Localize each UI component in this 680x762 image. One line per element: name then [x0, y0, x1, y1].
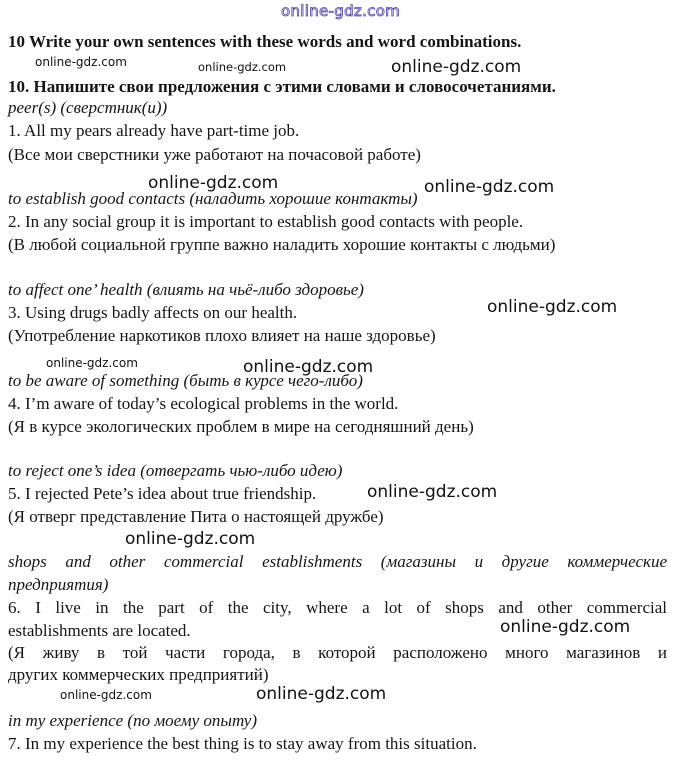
- task-title-english: 10 Write your own sentences with these words and word combinations.: [8, 32, 522, 51]
- sentence-6: 6. I live in the part of the city, where a lot of shops and other commercial: [8, 598, 667, 617]
- watermark: online-gdz.com: [148, 173, 279, 193]
- sentence-1: 1. All my pears already have part-time job.: [8, 121, 300, 140]
- watermark: online-gdz.com: [60, 688, 152, 702]
- phrase-peers: peer(s) (сверстник(и)): [8, 98, 168, 117]
- watermark: online-gdz.com: [487, 297, 618, 317]
- sentence-3: 3. Using drugs badly affects on our health.: [8, 303, 298, 322]
- translation-6-cont: других коммерческих предприятий): [8, 665, 269, 684]
- phrase-be-aware: to be aware of something (быть в курсе чего-либо): [8, 371, 363, 390]
- translation-2: (В любой социальной группе важно наладить хорошие контакты с людьми): [8, 235, 556, 254]
- sentence-6-cont: establishments are located.: [8, 621, 191, 640]
- watermark: online-gdz.com: [391, 57, 522, 77]
- phrase-in-my-experience: in my experience (по моему опыту): [8, 711, 258, 730]
- watermark-top: online-gdz.com: [281, 2, 401, 20]
- task-title-russian: 10. Напишите свои предложения с этими словами и словосочетаниями.: [8, 77, 556, 96]
- translation-6: (Я живу в той части города, в которой расположено много магазинов и: [8, 643, 667, 662]
- watermark: online-gdz.com: [125, 529, 256, 549]
- watermark: online-gdz.com: [35, 55, 127, 69]
- watermark: online-gdz.com: [243, 357, 374, 377]
- watermark: online-gdz.com: [367, 482, 498, 502]
- translation-1: (Все мои сверстники уже работают на почасовой работе): [8, 145, 421, 164]
- watermark: online-gdz.com: [424, 177, 555, 197]
- phrase-establish-contacts: to establish good contacts (наладить хорошие контакты): [8, 189, 418, 208]
- phrase-commercial-establishments: shops and other commercial establishments (магазины и другие коммерческие: [8, 552, 667, 571]
- watermark: online-gdz.com: [198, 60, 287, 74]
- phrase-affect-health: to affect one’ health (влиять на чьё-либо здоровье): [8, 280, 364, 299]
- translation-4: (Я в курсе экологических проблем в мире на сегодняшний день): [8, 417, 474, 436]
- watermark: online-gdz.com: [46, 356, 138, 370]
- watermark: online-gdz.com: [256, 684, 387, 704]
- sentence-4: 4. I’m aware of today’s ecological problems in the world.: [8, 394, 399, 413]
- translation-3: (Употребление наркотиков плохо влияет на наше здоровье): [8, 326, 436, 345]
- phrase-reject-idea: to reject one’s idea (отвергать чью-либо идею): [8, 461, 343, 480]
- sentence-5: 5. I rejected Pete’s idea about true friendship.: [8, 484, 317, 503]
- watermark: online-gdz.com: [500, 617, 631, 637]
- phrase-commercial-establishments-cont: предприятия): [8, 575, 109, 594]
- sentence-2: 2. In any social group it is important to establish good contacts with people.: [8, 212, 524, 231]
- translation-5: (Я отверг представление Пита о настоящей дружбе): [8, 507, 384, 526]
- sentence-7: 7. In my experience the best thing is to stay away from this situation.: [8, 734, 477, 753]
